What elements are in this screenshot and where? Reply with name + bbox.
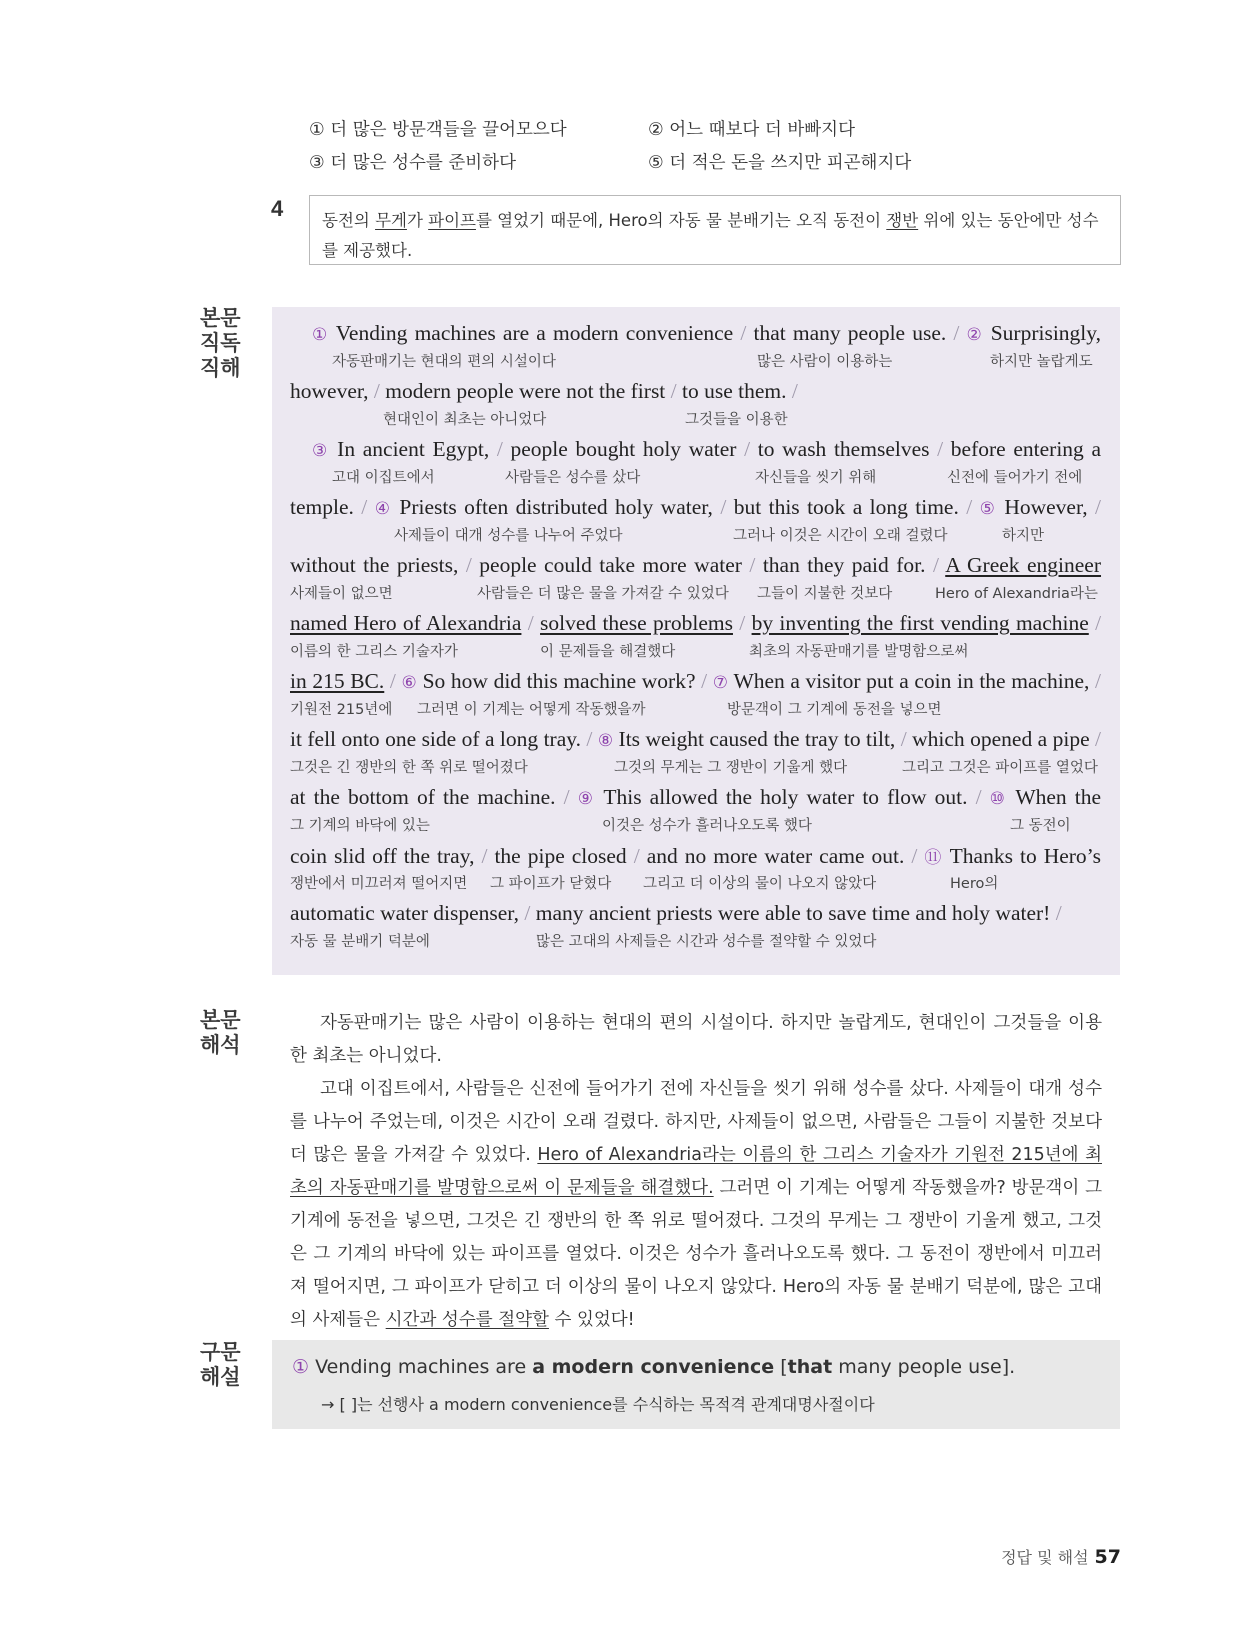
korean-gloss: 그리고 더 이상의 물이 나오지 않았다 <box>643 876 877 892</box>
korean-gloss: 이 문제들을 해결했다 <box>540 644 676 660</box>
syntax-span: many people use]. <box>832 1356 1016 1378</box>
translation-underline: Hero of Alexandria라는 이름의 한 그리스 기술자가 기원전 215년에 최초의 자동판매기를 발명함으로써 이 문제들을 해결했다. <box>290 1145 1102 1198</box>
answer-text: 가 <box>406 211 429 230</box>
korean-gloss: 자동 물 분배기 덕분에 <box>290 934 430 950</box>
syntax-section-label <box>200 1340 241 1390</box>
option-5: ⑤ 더 적은 돈을 쓰지만 피곤해지다 <box>648 153 912 173</box>
syntax-span: Vending machines are <box>315 1356 533 1378</box>
syntax-sentence <box>292 1356 1015 1378</box>
korean-gloss: 사제들이 대개 성수를 나누어 주었다 <box>394 528 623 544</box>
english-line: without the priests, / people could take more water / than they paid for. / A Greek engineer <box>290 553 1102 577</box>
korean-gloss: 그러나 이것은 시간이 오래 걸렸다 <box>733 528 948 544</box>
translation-section-label <box>200 1008 241 1058</box>
footer-label: 정답 및 해설 <box>1001 1548 1089 1567</box>
korean-gloss: 이것은 성수가 흘러나오도록 했다 <box>602 818 812 834</box>
english-line: temple. / ④ Priests often distributed holy water, / but this took a long time. / ⑤ However, / <box>290 495 1102 519</box>
english-line: coin slid off the tray, / the pipe closed / and no more water came out. / ⑪ Thanks to Hero’s <box>290 844 1102 868</box>
translation-underline: 시간과 성수를 절약할 <box>385 1310 549 1330</box>
korean-gloss: 사람들은 성수를 샀다 <box>505 470 641 486</box>
option-1: ① 더 많은 방문객들을 끌어모으다 <box>309 120 567 140</box>
question-number: 4 <box>271 196 284 221</box>
label-line: 직해 <box>200 356 241 380</box>
korean-gloss: 현대인이 최초는 아니었다 <box>383 412 547 428</box>
label-line: 본문 <box>200 306 241 330</box>
korean-gloss: 사람들은 더 많은 물을 가져갈 수 있었다 <box>477 586 729 602</box>
korean-gloss: 그 기계의 바닥에 있는 <box>290 818 430 834</box>
option-2: ② 어느 때보다 더 바빠지다 <box>648 120 855 140</box>
korean-gloss: 그 파이프가 닫혔다 <box>490 876 612 892</box>
korean-gloss: 최초의 자동판매기를 발명함으로써 <box>749 644 969 660</box>
korean-gloss: 많은 고대의 사제들은 시간과 성수를 절약할 수 있었다 <box>536 934 877 950</box>
syntax-span: [ <box>774 1356 788 1378</box>
translation-text <box>290 1007 1102 1337</box>
english-line: named Hero of Alexandria / solved these problems / by inventing the first vending machine / <box>290 611 1102 635</box>
answer-box <box>309 195 1121 265</box>
korean-gloss: 사제들이 없으면 <box>290 586 393 602</box>
syntax-bold: that <box>787 1356 833 1378</box>
label-line: 해설 <box>200 1365 241 1389</box>
korean-gloss: 고대 이집트에서 <box>332 470 435 486</box>
syntax-note: → [ ]는 선행사 a modern convenience를 수식하는 목적격 관계대명사절이다 <box>321 1395 875 1414</box>
korean-gloss: 방문객이 그 기계에 동전을 넣으면 <box>727 702 942 718</box>
translation-span: 고대 이집트에서, 사람들은 신전에 들어가기 전에 자신들을 씻기 위해 성수를 샀다. 사제들이 대개 성수를 나누어 주었는데, 이것은 시간이 오래 걸렸다. 하지만, 사제들이 없으면, 사람들은 그들이 지불한 것보다 더 많은 물을 가져갈 수 있었다. <box>290 1079 1102 1165</box>
label-line: 직독 <box>200 331 241 355</box>
english-line: automatic water dispenser, / many ancient priests were able to save time and holy water! / <box>290 901 1062 925</box>
korean-gloss: 그 동전이 <box>1010 818 1071 834</box>
answer-text: 를 열었기 때문에, Hero의 자동 물 분배기는 오직 동전이 <box>475 211 887 230</box>
page-number: 57 <box>1094 1546 1121 1568</box>
korean-gloss: 그리고 그것은 파이프를 열었다 <box>902 760 1098 776</box>
korean-gloss: 그것들을 이용한 <box>685 412 788 428</box>
english-line: ③ In ancient Egypt, / people bought holy water / to wash themselves / before entering a <box>312 437 1101 461</box>
translation-paragraph-1: 자동판매기는 많은 사람이 이용하는 현대의 편의 시설이다. 하지만 놀랍게도, 현대인이 그것들을 이용한 최초는 아니었다. <box>290 1013 1102 1066</box>
answer-underline-pipe: 파이프 <box>428 211 476 230</box>
answer-text: 위에 있는 동안에만 성수를 제공했다. <box>322 211 1099 260</box>
answer-underline-tray: 쟁반 <box>886 211 919 230</box>
answer-text: 동전의 <box>322 211 376 230</box>
english-line: however, / modern people were not the first / to use them. / <box>290 379 798 403</box>
english-line: ① Vending machines are a modern convenience / that many people use. / ② Surprisingly, <box>312 321 1101 345</box>
translation-span: 그러면 이 기계는 어떻게 작동했을까? 방문객이 그 기계에 동전을 넣으면, 그것은 긴 쟁반의 한 쪽 위로 떨어졌다. 그것의 무게는 그 쟁반이 기울게 했고, 그것은 그 기계의 바닥에 있는 파이프를 열었다. 이것은 성수가 흘러나오도록 했다. 그 동전이 쟁반에서 미끄러져 떨어지면, 그 파이프가 닫히고 더 이상의 물이 나오지 않았다. Hero의 자동 물 분배기 덕분에, 많은 고대의 사제들은 <box>290 1178 1102 1330</box>
korean-gloss: Hero of Alexandria라는 <box>935 586 1098 602</box>
page-footer <box>1001 1545 1121 1568</box>
korean-gloss: 자동판매기는 현대의 편의 시설이다 <box>332 354 556 370</box>
korean-gloss: 기원전 215년에 <box>290 702 393 718</box>
korean-gloss: Hero의 <box>950 876 999 892</box>
translation-paragraph-2 <box>290 1073 1102 1337</box>
option-3: ③ 더 많은 성수를 준비하다 <box>309 153 516 173</box>
korean-gloss: 그것의 무게는 그 쟁반이 기울게 했다 <box>614 760 848 776</box>
label-line: 구문 <box>200 1340 241 1364</box>
korean-gloss: 자신들을 씻기 위해 <box>755 470 877 486</box>
korean-gloss: 그러면 이 기계는 어떻게 작동했을까 <box>417 702 646 718</box>
english-line: it fell onto one side of a long tray. / ⑧ Its weight caused the tray to tilt, / which opened a pipe / <box>290 727 1102 751</box>
reading-section-label <box>200 306 241 381</box>
english-line: at the bottom of the machine. / ⑨ This allowed the holy water to flow out. / ⑩ When the <box>290 785 1102 809</box>
syntax-number: ① <box>292 1356 310 1378</box>
korean-gloss: 신전에 들어가기 전에 <box>947 470 1083 486</box>
korean-gloss: 하지만 놀랍게도 <box>990 354 1093 370</box>
label-line: 본문 <box>200 1008 241 1032</box>
korean-gloss: 이름의 한 그리스 기술자가 <box>290 644 458 660</box>
translation-span: 수 있었다! <box>548 1310 635 1330</box>
korean-gloss: 그들이 지불한 것보다 <box>757 586 893 602</box>
korean-gloss: 많은 사람이 이용하는 <box>757 354 893 370</box>
label-line: 해석 <box>200 1033 241 1057</box>
syntax-bold: a modern convenience <box>532 1356 775 1378</box>
korean-gloss: 하지만 <box>1002 528 1045 544</box>
korean-gloss: 그것은 긴 쟁반의 한 쪽 위로 떨어졌다 <box>290 760 528 776</box>
english-line: in 215 BC. / ⑥ So how did this machine work? / ⑦ When a visitor put a coin in the machine, / <box>290 669 1102 693</box>
korean-gloss: 쟁반에서 미끄러져 떨어지면 <box>290 876 468 892</box>
syntax-box <box>272 1340 1120 1429</box>
answer-underline-weight: 무게 <box>375 211 407 230</box>
